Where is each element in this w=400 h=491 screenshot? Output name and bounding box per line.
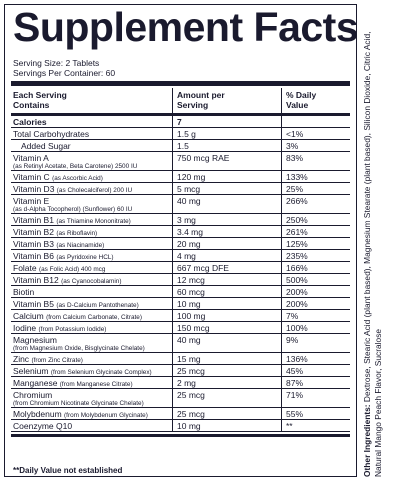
nutrient-source: (as Riboflavin) bbox=[56, 230, 98, 237]
nutrient-daily-value: 125% bbox=[286, 239, 308, 249]
nutrient-name: Folate (as Folic Acid) 400 mcg bbox=[13, 263, 106, 273]
nutrient-daily-value: 45% bbox=[286, 366, 304, 376]
nutrient-source: (as Pyridoxine HCL) bbox=[56, 254, 114, 261]
nutrient-source: (as Folic Acid) 400 mcg bbox=[39, 266, 106, 273]
nutrient-name: Coenzyme Q10 bbox=[13, 421, 73, 431]
footnote: **Daily Value not established bbox=[13, 466, 123, 475]
nutrient-amount: 7 bbox=[177, 117, 182, 127]
nutrient-amount: 10 mg bbox=[177, 299, 201, 309]
nutrient-row bbox=[11, 250, 350, 262]
nutrient-name: Vitamin B6 (as Pyridoxine HCL) bbox=[13, 251, 114, 261]
nutrient-daily-value: 266% bbox=[286, 196, 308, 206]
nutrient-name: Calcium (from Calcium Carbonate, Citrate) bbox=[13, 311, 142, 321]
nutrient-name: Vitamin B5 (as D-Calcium Pantothenate) bbox=[13, 299, 139, 309]
supplement-facts-panel bbox=[4, 4, 357, 477]
nutrient-source: (as D-Calcium Pantothenate) bbox=[56, 302, 139, 309]
nutrient-daily-value: 7% bbox=[286, 311, 299, 321]
nutrient-amount: 120 mg bbox=[177, 172, 206, 182]
nutrient-daily-value: 3% bbox=[286, 141, 299, 151]
panel-title: Supplement Facts bbox=[13, 4, 359, 50]
nutrient-row bbox=[11, 408, 350, 420]
nutrient-row bbox=[11, 238, 350, 250]
nutrient-name: Vitamin C (as Ascorbic Acid) bbox=[13, 172, 103, 182]
nutrient-row bbox=[11, 389, 350, 408]
nutrient-amount: 5 mcg bbox=[177, 184, 201, 194]
nutrient-row bbox=[11, 171, 350, 183]
nutrient-row bbox=[11, 334, 350, 353]
other-ingredients-label: Other Ingredients: bbox=[362, 404, 372, 477]
nutrient-name: Total Carbohydrates bbox=[13, 129, 90, 139]
nutrient-name: Selenium (from Selenium Glycinate Complex) bbox=[13, 366, 152, 376]
nutrient-daily-value: 83% bbox=[286, 153, 304, 163]
other-ingredients-text: Dextrose, Stearic Acid (plant based), Magnesium Stearate (plant based), Silicon Dioxide, Citric Acid, Natural Mango Peach Flavor, Sucralose bbox=[362, 31, 383, 477]
nutrient-row bbox=[11, 226, 350, 238]
header-top-rule bbox=[11, 81, 350, 86]
nutrient-amount: 40 mg bbox=[177, 335, 201, 345]
nutrient-row bbox=[11, 310, 350, 322]
nutrient-daily-value: ** bbox=[286, 421, 293, 431]
nutrient-daily-value: 87% bbox=[286, 378, 304, 388]
nutrient-row bbox=[11, 183, 350, 195]
nutrient-row bbox=[11, 377, 350, 389]
nutrient-amount: 750 mcg RAE bbox=[177, 153, 230, 163]
serving-size: Serving Size: 2 Tablets bbox=[13, 58, 100, 68]
nutrient-amount: 1.5 bbox=[177, 141, 189, 151]
nutrient-amount: 4 mg bbox=[177, 251, 196, 261]
nutrient-source: (as Retinyl Acetate, Beta Carotene) 2500 IU bbox=[13, 163, 138, 170]
nutrient-source: (as d-Alpha Tocopherol) (Sunflower) 60 IU bbox=[13, 206, 133, 213]
nutrient-daily-value: 200% bbox=[286, 287, 308, 297]
nutrient-daily-value: 100% bbox=[286, 323, 308, 333]
column-divider-2 bbox=[281, 116, 282, 432]
nutrient-name: Calories bbox=[13, 117, 47, 127]
nutrient-amount: 1.5 g bbox=[177, 129, 196, 139]
nutrient-name: Iodine (from Potassium Iodide) bbox=[13, 323, 107, 333]
nutrient-name: Added Sugar bbox=[21, 141, 71, 151]
nutrient-row bbox=[11, 286, 350, 298]
nutrient-source: (as Cholecalciferol) 200 IU bbox=[56, 187, 133, 194]
nutrient-amount: 25 mcg bbox=[177, 409, 205, 419]
nutrient-name: Chromium bbox=[13, 390, 53, 400]
nutrient-amount: 12 mcg bbox=[177, 275, 205, 285]
nutrient-daily-value: 200% bbox=[286, 299, 308, 309]
nutrient-daily-value: 500% bbox=[286, 275, 308, 285]
nutrient-source: (as Ascorbic Acid) bbox=[52, 175, 103, 182]
header-daily-value: % Daily Value bbox=[286, 90, 317, 110]
nutrient-amount: 25 mcg bbox=[177, 390, 205, 400]
nutrient-source: (from Molybdenum Glycinate) bbox=[64, 412, 148, 419]
column-divider-1 bbox=[172, 116, 173, 432]
nutrient-row bbox=[11, 128, 350, 140]
nutrient-amount: 2 mg bbox=[177, 378, 196, 388]
nutrient-name: Vitamin E bbox=[13, 196, 50, 206]
nutrient-row bbox=[11, 420, 350, 432]
nutrient-row bbox=[11, 262, 350, 274]
nutrient-name: Vitamin D3 (as Cholecalciferol) 200 IU bbox=[13, 184, 133, 194]
nutrient-row bbox=[11, 195, 350, 214]
nutrient-row bbox=[11, 140, 350, 152]
nutrient-name: Vitamin A bbox=[13, 153, 49, 163]
nutrient-daily-value: 235% bbox=[286, 251, 308, 261]
header-divider-1 bbox=[172, 88, 173, 113]
nutrient-name: Manganese (from Manganese Citrate) bbox=[13, 378, 133, 388]
nutrient-amount: 150 mcg bbox=[177, 323, 210, 333]
nutrient-row bbox=[11, 298, 350, 310]
nutrient-amount: 60 mcg bbox=[177, 287, 205, 297]
nutrient-source: (from Zinc Citrate) bbox=[31, 357, 83, 364]
nutrient-daily-value: 136% bbox=[286, 354, 308, 364]
nutrient-daily-value: 250% bbox=[286, 215, 308, 225]
nutrient-name: Molybdenum (from Molybdenum Glycinate) bbox=[13, 409, 148, 419]
nutrient-daily-value: 133% bbox=[286, 172, 308, 182]
nutrient-row bbox=[11, 365, 350, 377]
nutrient-source: (as Thiamine Mononitrate) bbox=[56, 218, 131, 225]
nutrient-daily-value: 166% bbox=[286, 263, 308, 273]
nutrient-daily-value: 71% bbox=[286, 390, 304, 400]
nutrient-amount: 25 mcg bbox=[177, 366, 205, 376]
nutrient-source: (as Niacinamide) bbox=[56, 242, 105, 249]
nutrient-name: Vitamin B1 (as Thiamine Mononitrate) bbox=[13, 215, 131, 225]
servings-per-container: Servings Per Container: 60 bbox=[13, 68, 116, 78]
nutrient-name: Vitamin B12 (as Cyanocobalamin) bbox=[13, 275, 122, 285]
nutrient-row bbox=[11, 214, 350, 226]
nutrient-daily-value: 25% bbox=[286, 184, 304, 194]
header-amount: Amount per Serving bbox=[177, 90, 225, 110]
nutrient-daily-value: 261% bbox=[286, 227, 308, 237]
nutrient-daily-value: 9% bbox=[286, 335, 299, 345]
nutrient-source: (from Calcium Carbonate, Citrate) bbox=[46, 314, 142, 321]
header-divider-2 bbox=[281, 88, 282, 113]
nutrient-name: Vitamin B3 (as Niacinamide) bbox=[13, 239, 105, 249]
nutrient-name: Vitamin B2 (as Riboflavin) bbox=[13, 227, 98, 237]
nutrient-name: Zinc (from Zinc Citrate) bbox=[13, 354, 83, 364]
nutrient-amount: 667 mcg DFE bbox=[177, 263, 229, 273]
nutrient-amount: 10 mg bbox=[177, 421, 201, 431]
nutrient-name: Biotin bbox=[13, 287, 35, 297]
nutrient-row bbox=[11, 152, 350, 171]
nutrient-amount: 3 mg bbox=[177, 215, 196, 225]
nutrient-row bbox=[11, 353, 350, 365]
nutrient-source: (from Selenium Glycinate Complex) bbox=[50, 369, 152, 376]
nutrient-daily-value: 55% bbox=[286, 409, 304, 419]
nutrient-source: (as Cyanocobalamin) bbox=[61, 278, 122, 285]
nutrient-amount: 3.4 mg bbox=[177, 227, 203, 237]
nutrient-source: (from Magnesium Oxide, Bisglycinate Chelate) bbox=[13, 345, 145, 352]
nutrient-source: (from Manganese Citrate) bbox=[59, 381, 133, 388]
nutrient-amount: 40 mg bbox=[177, 196, 201, 206]
nutrient-daily-value: <1% bbox=[286, 129, 304, 139]
header-contains: Each Serving Contains bbox=[13, 90, 67, 110]
nutrient-amount: 100 mg bbox=[177, 311, 206, 321]
nutrient-amount: 20 mg bbox=[177, 239, 201, 249]
nutrient-amount: 15 mg bbox=[177, 354, 201, 364]
nutrient-source: (from Chromium Nicotinate Glycinate Chelate) bbox=[13, 400, 144, 407]
nutrient-name: Magnesium bbox=[13, 335, 57, 345]
table-bottom-rule bbox=[11, 434, 350, 437]
other-ingredients bbox=[362, 7, 384, 477]
nutrient-row bbox=[11, 116, 350, 128]
nutrient-row bbox=[11, 322, 350, 334]
nutrient-row bbox=[11, 274, 350, 286]
nutrient-source: (from Potassium Iodide) bbox=[38, 326, 107, 333]
